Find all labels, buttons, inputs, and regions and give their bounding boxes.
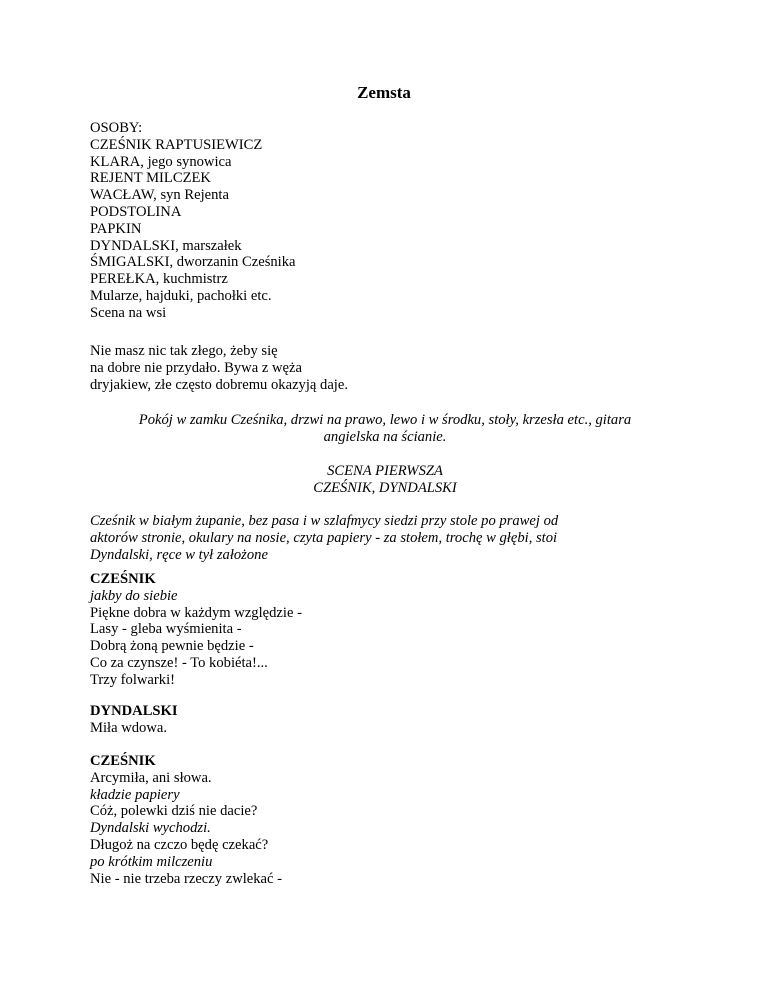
person-item: CZEŚNIK RAPTUSIEWICZ — [90, 136, 263, 153]
person-item: PAPKIN — [90, 220, 142, 237]
setting-line: Pokój w zamku Cześnika, drzwi na prawo, lewo i w środku, stoły, krzesła etc., gitara — [138, 412, 632, 428]
person-item: DYNDALSKI, marszałek — [90, 237, 242, 254]
stage-direction — [90, 513, 558, 563]
speech-dyndalski — [90, 703, 178, 737]
speech-line: Długoż na czczo będę czekać? — [90, 836, 269, 853]
speech-line: Nie - nie trzeba rzeczy zwlekać - — [90, 870, 283, 887]
document-title: Zemsta — [357, 83, 411, 102]
speech-line: Dobrą żoną pewnie będzie - — [90, 638, 254, 655]
person-item: ŚMIGALSKI, dworzanin Cześnika — [90, 254, 296, 271]
speech-line: Piękne dobra w każdym względzie - — [90, 604, 302, 621]
person-item: WACŁAW, syn Rejenta — [90, 187, 229, 204]
speech-direction: Dyndalski wychodzi. — [90, 820, 211, 837]
speech-line: Co za czynsze! - To kobiéta!... — [90, 654, 268, 671]
speech-direction: jakby do siebie — [90, 587, 178, 604]
speech-line: Miła wdowa. — [90, 719, 168, 736]
persons-list — [90, 120, 296, 322]
speech-czesnik-1 — [90, 571, 302, 689]
speech-direction: kładzie papiery — [90, 786, 180, 803]
person-item: PODSTOLINA — [90, 203, 182, 220]
stage-direction-line: Cześnik w białym żupanie, bez pasa i w szlafmycy siedzi przy stole po prawej od — [90, 513, 559, 529]
speech-line: Trzy folwarki! — [90, 671, 175, 688]
person-item: Scena na wsi — [90, 304, 167, 321]
motto-line: Nie masz nic tak złego, żeby się — [90, 343, 278, 359]
speech-czesnik-2 — [90, 753, 282, 887]
speech-line: Lasy - gleba wyśmienita - — [90, 621, 242, 638]
speaker-name: CZEŚNIK — [90, 753, 156, 769]
person-item: PEREŁKA, kuchmistrz — [90, 271, 228, 288]
speaker-name: DYNDALSKI — [90, 703, 178, 719]
speech-line: Cóż, polewki dziś nie dacie? — [90, 803, 258, 820]
motto — [90, 343, 348, 393]
speaker-name: CZEŚNIK — [90, 571, 156, 587]
scene-heading — [90, 463, 680, 497]
setting-line: angielska na ścianie. — [323, 428, 447, 445]
speech-line: Arcymiła, ani słowa. — [90, 769, 212, 786]
person-item: REJENT MILCZEK — [90, 170, 211, 187]
motto-line: na dobre nie przydało. Bywa z węża — [90, 359, 302, 376]
scene-title: SCENA PIERWSZA — [327, 463, 443, 479]
scene-cast: CZEŚNIK, DYNDALSKI — [313, 479, 457, 496]
stage-direction-line: aktorów stronie, okulary na nosie, czyta papiery - za stołem, trochę w głębi, stoi — [90, 529, 558, 546]
setting-description — [90, 412, 680, 446]
speech-direction: po krótkim milczeniu — [90, 853, 213, 870]
person-item: KLARA, jego synowica — [90, 153, 232, 170]
stage-direction-line: Dyndalski, ręce w tył założone — [90, 546, 268, 563]
motto-line: dryjakiew, złe często dobremu okazyją daje. — [90, 376, 348, 393]
person-item: Mularze, hajduki, pachołki etc. — [90, 287, 272, 304]
persons-heading: OSOBY: — [90, 120, 143, 136]
